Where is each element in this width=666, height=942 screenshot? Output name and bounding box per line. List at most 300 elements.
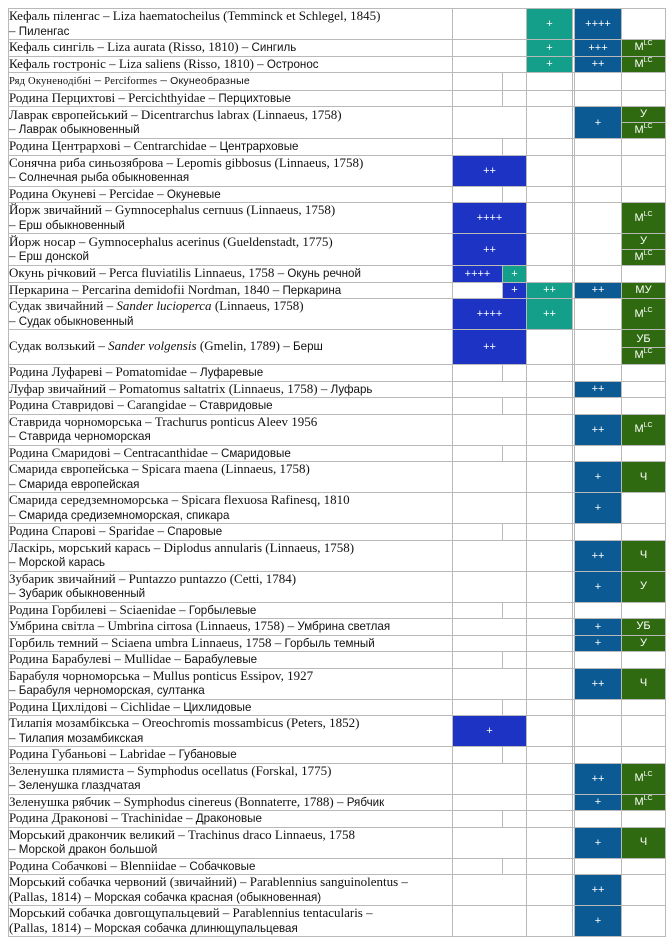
status-cell — [622, 203, 666, 234]
species-line-2: – Зеленушка глаздчатая — [9, 777, 141, 792]
species-name-latin: Parablennius sanguinolentus — [249, 874, 399, 889]
family-name-ru: Горбылевые — [188, 603, 257, 617]
species-line-2: – Ерш донской — [9, 248, 89, 263]
family-name-ru: Смаридовые — [220, 446, 291, 460]
species-name-latin: Symphodus cinereus (Bonnaterre, 1788) — [123, 793, 334, 809]
species-row — [9, 763, 666, 794]
abundance-col1 — [453, 462, 527, 493]
abundance-col3 — [527, 571, 573, 602]
species-name-ru: Берш — [293, 340, 323, 354]
status-cell — [622, 619, 666, 636]
family-name-latin: Pomatomidae — [115, 364, 187, 379]
abundance-col4: ++ — [575, 763, 622, 794]
abundance-col1 — [453, 635, 527, 652]
species-name-ru: Зеленушка глаздчатая — [18, 779, 141, 792]
family-name-uk: Родина Драконові — [9, 810, 109, 825]
species-name-ru: Ерш обыкновенный — [18, 218, 125, 232]
abundance-col4 — [575, 234, 622, 266]
species-name-uk: Йорж звичайний — [9, 202, 102, 217]
status-badge: УБ — [636, 620, 651, 633]
family-name-ru: Центрарховые — [219, 140, 299, 153]
status-badge: $М^{LC}$ — [634, 794, 653, 808]
abundance-col4 — [575, 266, 622, 283]
family-name-latin: Mullidae — [124, 651, 172, 666]
family-name: Родина Барабулеві – Mullidae – Барабулевые — [9, 652, 453, 669]
empty-cell — [575, 139, 622, 156]
status-cell — [622, 875, 666, 906]
family-name: Родина Цихлідові – Cichlidae – Цихлидовые — [9, 699, 453, 716]
abundance-col4: ++ — [575, 282, 622, 299]
species-name: Лаврак європейський – Dicentrarchus labrax (Linnaeus, 1758) – Лаврак обыкновенный — [9, 107, 453, 139]
status-badge: У — [640, 580, 647, 592]
species-name-ru: Судак обыкновенный — [18, 314, 134, 328]
species-row — [9, 571, 666, 602]
species-name-latin: Pomatomus saltatrix (Linnaeus, 1758) — [118, 380, 318, 396]
family-name-uk: Родина Центрархові — [9, 138, 121, 153]
species-name-latin: Dicentrarchus labrax (Linnaeus, 1758) — [140, 106, 342, 122]
status-cell — [622, 107, 666, 139]
abundance-col3 — [527, 827, 573, 858]
abundance-col1 — [453, 40, 527, 57]
species-line-2: – Ерш обыкновенный — [9, 216, 125, 232]
species-name-latin: Umbrina cirrosa (Linnaeus, 1758) — [107, 618, 285, 633]
status-badge: $М^{LC}$ — [634, 40, 653, 54]
abundance-col4 — [575, 716, 622, 747]
family-name-latin: Carangidae — [127, 397, 187, 412]
species-row — [9, 493, 666, 524]
family-name-ru: Драконовые — [195, 812, 262, 825]
abundance-col1: ++++ — [453, 299, 527, 330]
status-badge: У — [640, 235, 647, 247]
species-name: Судак волзький – Sander volgensis (Gmelin, 1789) – Берш — [9, 330, 453, 365]
species-name-latin: Trachurus ponticus Aleev 1956 — [154, 413, 318, 429]
empty-cell — [453, 365, 503, 382]
status-cell — [622, 299, 666, 330]
species-name: Кефаль сингіль – Liza aurata (Risso, 1810) – Сингиль — [9, 40, 453, 57]
empty-cell — [453, 282, 503, 299]
species-name-ru: Зубарик обыкновенный — [18, 587, 146, 600]
family-name-uk: Родина Смаридові — [9, 444, 111, 460]
species-name-latin: Mullus ponticus Essipov, 1927 — [152, 667, 314, 683]
family-name: Родина Центрархові – Centrarchidae – Центрарховые — [9, 139, 453, 156]
species-line-2: (Pallas, 1814) – Морская собачка красная (обыкновенная) — [9, 888, 322, 904]
abundance-col1: ++ — [453, 234, 527, 266]
abundance-col4 — [575, 155, 622, 186]
species-name-uk: Смарида середземноморська — [9, 492, 169, 507]
species-name-ru: Морской карась — [18, 556, 106, 569]
species-line-2: – Смарида европейская — [9, 475, 140, 491]
species-name-ru: Морская собачка длинющупальцевая — [94, 921, 298, 935]
species-row — [9, 155, 666, 186]
species-name-uk: Кефаль гостроніс — [9, 55, 106, 71]
species-name-ru: Ставрида черноморская — [18, 430, 151, 443]
empty-cell — [453, 139, 503, 156]
status-cell — [622, 414, 666, 445]
species-name: Тилапія мозамбікська – Oreochromis mossambicus (Peters, 1852) – Тилапия мозамбикская — [9, 716, 453, 747]
species-name-uk: Кефаль піленгас — [9, 8, 100, 23]
species-name-uk: Ласкірь, морський карась — [9, 539, 151, 555]
empty-cell — [527, 398, 573, 415]
empty-cell — [527, 139, 573, 156]
species-name-uk: Зеленушка рябчик — [9, 793, 111, 809]
empty-cell — [622, 73, 666, 91]
species-line-2: – Морской дракон большой — [9, 841, 158, 856]
family-name-ru: Губановые — [178, 748, 237, 761]
empty-cell — [622, 747, 666, 764]
status-cell — [622, 462, 666, 493]
species-name-uk: Смарида європейська — [9, 461, 129, 476]
empty-cell — [453, 90, 503, 107]
species-name: Умбрина світла – Umbrina cirrosa (Linnaeus, 1758) – Умбрина светлая — [9, 619, 453, 636]
empty-cell — [527, 365, 573, 382]
empty-cell — [575, 747, 622, 764]
status-cell — [622, 794, 666, 811]
family-name-uk: Родина Окуневі — [9, 185, 97, 201]
status-cell — [622, 668, 666, 699]
species-name-latin: Percarina demidofii Nordman, 1840 — [81, 281, 270, 297]
species-name-ru: Тилапия мозамбикская — [18, 731, 144, 745]
species-row — [9, 234, 666, 266]
empty-cell — [503, 811, 527, 828]
family-row — [9, 90, 666, 107]
species-row — [9, 635, 666, 652]
abundance-col3 — [527, 635, 573, 652]
species-name-uk: Умбрина світла — [9, 618, 95, 633]
abundance-col1 — [453, 763, 527, 794]
species-name-latin: Liza haematocheilus (Temminck et Schlegel, 1845) — [112, 8, 381, 23]
species-name-ru: Барабуля черноморская, султанка — [18, 684, 205, 697]
species-name-latin: Diplodus annularis (Linnaeus, 1758) — [163, 539, 355, 555]
species-name-uk: Зеленушка плямиста — [9, 762, 125, 778]
abundance-col4: ++ — [575, 414, 622, 445]
species-name: Смарида середземноморська – Spicara flexuosa Rafinesq, 1810 – Смарида средиземноморская, спикара — [9, 493, 453, 524]
abundance-col4: ++ — [575, 668, 622, 699]
abundance-col3 — [527, 203, 573, 234]
species-name-uk: Горбиль темний — [9, 634, 99, 650]
family-name-uk: Родина Горбилеві — [9, 601, 107, 617]
empty-cell — [503, 365, 527, 382]
species-name: Окунь річковий – Perca fluviatilis Linnaeus, 1758 – Окунь речной — [9, 266, 453, 283]
species-name-latin: Liza saliens (Risso, 1810) — [118, 55, 254, 71]
empty-cell — [527, 699, 573, 716]
empty-cell — [622, 699, 666, 716]
family-name-ru: Цихлидовые — [183, 700, 252, 714]
empty-cell — [622, 365, 666, 382]
abundance-col4: + — [575, 107, 622, 139]
species-line-2: (Pallas, 1814) – Морская собачка длинющупальцевая — [9, 919, 298, 935]
status-cell — [622, 540, 666, 571]
empty-cell — [622, 811, 666, 828]
species-name: Горбиль темний – Sciaena umbra Linnaeus, 1758 – Горбыль темный — [9, 635, 453, 652]
species-name: Кефаль піленгас – Liza haematocheilus (Temminck et Schlegel, 1845) – Пиленгас — [9, 9, 453, 40]
status-badge: Ч — [639, 549, 648, 561]
abundance-col3 — [527, 462, 573, 493]
species-name-uk: Судак волзький — [9, 338, 96, 354]
species-name-latin: Gymnocephalus acerinus (Gueldenstadt, 1775) — [88, 233, 333, 249]
species-row — [9, 540, 666, 571]
species-name-latin: Lepomis gibbosus (Linnaeus, 1758) — [176, 154, 364, 170]
empty-cell — [575, 652, 622, 669]
empty-cell — [622, 139, 666, 156]
family-row — [9, 398, 666, 415]
empty-cell — [575, 398, 622, 415]
family-name-uk: Родина Барабулеві — [9, 651, 112, 666]
species-name: Кефаль гостроніс – Liza saliens (Risso, 1810) – Остронос — [9, 56, 453, 73]
family-row — [9, 602, 666, 619]
species-row — [9, 827, 666, 858]
abundance-col1: + — [453, 716, 527, 747]
status-badge: Ч — [639, 470, 648, 483]
empty-cell — [453, 811, 503, 828]
species-row — [9, 906, 666, 937]
status-badge: $М^{LC}$ — [634, 771, 653, 784]
family-name-uk: Родина Ставридові — [9, 397, 115, 412]
abundance-col1 — [453, 875, 527, 906]
status-badge: УБ — [636, 332, 651, 345]
status-cell — [622, 906, 666, 937]
status-cell — [622, 40, 666, 57]
empty-cell — [575, 524, 622, 541]
abundance-col3 — [527, 330, 573, 365]
abundance-col4: + — [575, 571, 622, 602]
abundance-col3 — [527, 668, 573, 699]
species-name-ru: Морской дракон большой — [18, 843, 158, 856]
species-row — [9, 462, 666, 493]
abundance-col4 — [575, 330, 622, 365]
family-row — [9, 652, 666, 669]
family-row — [9, 445, 666, 462]
species-name-ru: Ерш донской — [18, 250, 89, 263]
empty-cell — [503, 747, 527, 764]
abundance-col4: ++++ — [575, 9, 622, 40]
status-cell — [622, 716, 666, 747]
species-name: Морський дракончик великий – Trachinus draco Linnaeus, 1758 – Морской дракон большой — [9, 827, 453, 858]
species-name-uk: Йорж носар — [9, 233, 76, 249]
empty-cell — [453, 858, 503, 875]
family-name-latin: Labridae — [119, 746, 166, 761]
empty-cell — [503, 699, 527, 716]
family-name-ru: Окуневые — [166, 187, 221, 201]
family-name-uk: Родина Цихлідові — [9, 698, 108, 714]
species-author: (Pallas, 1814) — [9, 888, 82, 904]
abundance-col3: ++ — [527, 282, 573, 299]
family-name-ru: Собачковые — [189, 859, 256, 873]
abundance-col4: + — [575, 619, 622, 636]
empty-cell — [622, 90, 666, 107]
species-name-uk: Судак звичайний — [9, 298, 104, 313]
species-name-latin: Sciaena umbra Linnaeus, 1758 — [111, 634, 272, 650]
family-name-uk: Родина Собачкові — [9, 857, 108, 873]
abundance-col3 — [527, 875, 573, 906]
species-name-latin: Perca fluviatilis Linnaeus, 1758 — [109, 265, 275, 280]
abundance-col3 — [527, 763, 573, 794]
empty-cell — [503, 139, 527, 156]
species-name: Йорж звичайний – Gymnocephalus cernuus (Linnaeus, 1758) – Ерш обыкновенный — [9, 203, 453, 234]
abundance-col4: ++ — [575, 875, 622, 906]
species-name-ru: Смарида европейская — [18, 477, 140, 491]
empty-cell — [453, 652, 503, 669]
species-line-2: – Пиленгас — [9, 22, 70, 38]
family-name-latin: Cichlidae — [120, 698, 171, 714]
family-row — [9, 186, 666, 203]
empty-cell — [503, 524, 527, 541]
species-name: Зеленушка плямиста – Symphodus ocellatus (Forskal, 1775) – Зеленушка глаздчатая — [9, 763, 453, 794]
empty-cell — [575, 811, 622, 828]
species-name-ru: Остронос — [266, 57, 319, 71]
species-name-ru: Перкарина — [282, 283, 342, 297]
species-row — [9, 107, 666, 139]
species-line-2: – Барабуля черноморская, султанка — [9, 682, 205, 697]
abundance-col4: ++ — [575, 540, 622, 571]
species-name-ru: Солнечная рыба обыкновенная — [18, 171, 190, 184]
abundance-col3: + — [527, 9, 573, 40]
empty-cell — [453, 747, 503, 764]
abundance-col3 — [527, 414, 573, 445]
species-name: Смарида європейська – Spicara maena (Linnaeus, 1758) – Смарида европейская — [9, 462, 453, 493]
species-name-uk: Морський собачка червоний (звичайний) — [9, 874, 237, 889]
abundance-col3 — [527, 794, 573, 811]
species-row — [9, 40, 666, 57]
species-row — [9, 794, 666, 811]
species-name: Сонячна риба синьозяброва – Lepomis gibbosus (Linnaeus, 1758) – Солнечная рыба обыкновенная — [9, 155, 453, 186]
species-row — [9, 266, 666, 283]
abundance-col3: + — [527, 40, 573, 57]
family-name-ru: Перцихтовые — [218, 91, 291, 105]
family-name: Родина Спарові – Sparidae – Спаровые — [9, 524, 453, 541]
status-badge: Ч — [639, 836, 648, 848]
species-name: Морський собачка довгощупальцевий – Parablennius tentacularis – (Pallas, 1814) – Морская собачка длинющупальцевая — [9, 906, 453, 937]
family-name: Родина Драконові – Trachinidae – Драконовые — [9, 811, 453, 828]
abundance-col4: + — [575, 462, 622, 493]
abundance-col4 — [575, 203, 622, 234]
species-line-2: – Лаврак обыкновенный — [9, 121, 140, 136]
empty-cell — [622, 652, 666, 669]
family-row — [9, 699, 666, 716]
empty-cell — [622, 398, 666, 415]
empty-cell — [503, 858, 527, 875]
abundance-col2: + — [503, 266, 527, 283]
species-name-uk: Лаврак європейський — [9, 106, 128, 122]
species-name-latin: Gymnocephalus cernuus (Linnaeus, 1758) — [115, 202, 336, 217]
species-name-latin: Sander volgensis — [108, 338, 197, 354]
empty-cell — [575, 602, 622, 619]
empty-cell — [453, 699, 503, 716]
species-line-2: – Судак обыкновенный — [9, 312, 134, 328]
status-cell — [622, 493, 666, 524]
species-name-latin: Symphodus ocellatus (Forskal, 1775) — [137, 762, 332, 778]
empty-cell — [527, 602, 573, 619]
abundance-col3: ++ — [527, 299, 573, 330]
species-author: (Linnaeus, 1758) — [211, 298, 304, 313]
status-cell — [622, 282, 666, 299]
species-name-ru: Горбыль темный — [284, 636, 375, 650]
abundance-col1 — [453, 9, 527, 40]
order-name: Ряд Окуненодібні – Perciformes – Окунеобразные — [9, 73, 453, 91]
abundance-col3 — [527, 906, 573, 937]
abundance-col1: ++++ — [453, 203, 527, 234]
species-name-ru: Луфарь — [330, 382, 373, 396]
species-name: Луфар звичайний – Pomatomus saltatrix (Linnaeus, 1758) – Луфарь — [9, 381, 453, 398]
species-name-ru: Сингиль — [251, 41, 297, 54]
family-name-latin: Sciaenidae — [119, 601, 176, 617]
order-row — [9, 73, 666, 91]
family-name-ru: Ставридовые — [199, 399, 273, 412]
family-name: Родина Ставридові – Carangidae – Ставридовые — [9, 398, 453, 415]
empty-cell — [622, 186, 666, 203]
empty-cell — [575, 445, 622, 462]
species-row — [9, 875, 666, 906]
abundance-col1 — [453, 794, 527, 811]
family-name: Родина Собачкові – Blenniidae – Собачковые — [9, 858, 453, 875]
species-name-uk: Сонячна риба синьозяброва — [9, 154, 164, 170]
species-name-uk: Тилапія мозамбікська — [9, 715, 130, 730]
family-name-latin: Centracanthidae — [123, 444, 208, 460]
family-row — [9, 524, 666, 541]
family-name-uk: Родина Губаньові — [9, 746, 107, 761]
abundance-col3 — [527, 107, 573, 139]
empty-cell — [503, 73, 527, 91]
status-cell — [622, 827, 666, 858]
species-row — [9, 381, 666, 398]
species-name-uk: Морський собачка довгощупальцевий — [9, 905, 220, 920]
empty-cell — [575, 365, 622, 382]
empty-cell — [453, 524, 503, 541]
species-name-ru: Рябчик — [346, 795, 385, 809]
species-row — [9, 299, 666, 330]
species-row — [9, 203, 666, 234]
species-name: Барабуля чорноморська – Mullus ponticus Essipov, 1927 – Барабуля черноморская, султанка — [9, 668, 453, 699]
empty-cell — [503, 398, 527, 415]
abundance-col1 — [453, 107, 527, 139]
family-name-uk: Ряд Окуненодібні — [9, 76, 92, 87]
species-name-uk: Перкарина — [9, 281, 69, 297]
abundance-col1 — [453, 619, 527, 636]
abundance-col4: + — [575, 906, 622, 937]
species-line-2: – Зубарик обыкновенный — [9, 585, 146, 600]
empty-cell — [622, 858, 666, 875]
species-name-latin: Liza aurata (Risso, 1810) — [107, 39, 239, 54]
empty-cell — [503, 652, 527, 669]
species-row — [9, 716, 666, 747]
abundance-col3 — [527, 619, 573, 636]
species-name-uk: Окунь річковий — [9, 265, 97, 280]
family-name-uk: Родина Луфареві — [9, 364, 103, 379]
species-table-body — [9, 9, 666, 937]
abundance-col4: + — [575, 827, 622, 858]
status-badge: Ч — [639, 677, 648, 689]
family-name-uk: Родина Спарові — [9, 523, 96, 538]
species-name: Ставрида чорноморська – Trachurus ponticus Aleev 1956 – Ставрида черноморская — [9, 414, 453, 445]
species-name-latin: Parablennius tentacularis — [232, 905, 363, 920]
status-cell — [622, 266, 666, 283]
empty-cell — [622, 524, 666, 541]
status-badge: $М^{LC}$ — [622, 249, 665, 265]
abundance-col1: + — [503, 282, 527, 299]
species-line-2: – Солнечная рыба обыкновенная — [9, 169, 190, 184]
abundance-col1 — [453, 571, 527, 602]
species-name-ru: Морская собачка красная (обыкновенная) — [94, 890, 322, 904]
abundance-col1 — [453, 414, 527, 445]
empty-cell — [453, 73, 503, 91]
abundance-col1 — [453, 668, 527, 699]
family-name-latin: Trachinidae — [121, 810, 183, 825]
family-row — [9, 747, 666, 764]
status-badge: $М^{LC}$ — [622, 122, 665, 138]
family-row — [9, 858, 666, 875]
species-name-latin: Spicara flexuosa Rafinesq, 1810 — [181, 492, 350, 507]
status-badge: $М^{LC}$ — [634, 56, 653, 70]
abundance-col4: +++ — [575, 40, 622, 57]
